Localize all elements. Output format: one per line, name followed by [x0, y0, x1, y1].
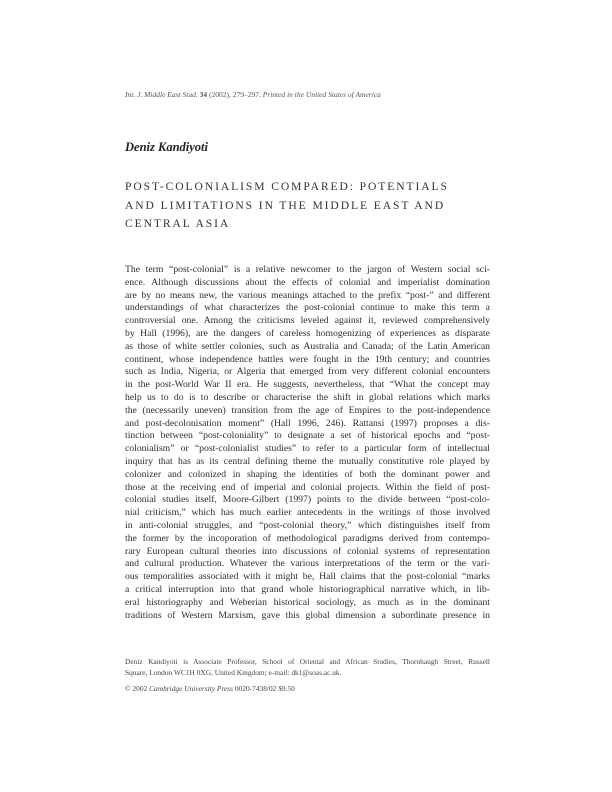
- copyright-symbol: ©: [125, 684, 131, 693]
- body-line: and cultural production. Whatever the various interpretations of the term or the vari-: [125, 558, 490, 570]
- author-name: Deniz Kandiyoti: [125, 140, 208, 154]
- running-head: [125, 90, 495, 99]
- body-line: help us to do is to describe or characterise the shift in global relations which marks: [125, 391, 490, 403]
- body-line: are by no means new, the various meanings attached to the prefix “post-” and different: [125, 289, 490, 301]
- title-line: AND LIMITATIONS IN THE MIDDLE EAST AND: [125, 198, 446, 212]
- body-line: the (necessarily uneven) transition from the age of Empires to the post-independence: [125, 404, 490, 416]
- body-line: understandings of what characterizes the post-colonial continue to make this term a: [125, 302, 490, 314]
- body-line: in anti-colonial struggles, and “post-colonial theory,” which distinguishes itself from: [125, 519, 490, 531]
- body-line: ence. Although discussions about the effects of colonial and imperialist domination: [125, 276, 490, 288]
- body-line: those at the receiving end of imperial and colonial projects. Within the field of post-: [125, 481, 490, 493]
- body-line: by Hall (1996), are the dangers of careless homogenizing of experiences as disparate: [125, 327, 490, 339]
- author-footnote: [125, 656, 490, 678]
- body-line: controversial one. Among the criticisms leveled against it, reviewed comprehensively: [125, 315, 490, 327]
- body-line: colonialism” or “post-colonialist studies” to refer to a particular form of intellectual: [125, 443, 490, 455]
- body-line: colonial studies itself, Moore-Gilbert (1997) points to the divide between “post-colo-: [125, 494, 490, 506]
- publisher-name: Cambridge University Press: [149, 684, 234, 693]
- body-line: eral historiography and Weberian historical sociology, as much as in the dominant: [125, 596, 490, 608]
- title-line: POST-COLONIALISM COMPARED: POTENTIALS: [125, 180, 449, 193]
- body-line: traditions of Western Marxism, gave this global dimension a subordinate presence in: [125, 609, 490, 621]
- body-line: as those of white settler colonies, such as Australia and Canada; of the Latin American: [125, 340, 490, 352]
- body-line: The term “post-colonial” is a relative newcomer to the jargon of Western social sci-: [125, 264, 490, 275]
- body-line: nial criticism,” which has much earlier antecedents in the writings of those involved: [125, 507, 490, 519]
- body-line: the former by the incoporation of methodological paradigms derived from contempo-: [125, 532, 490, 544]
- body-line: in the post-World War II era. He suggests, nevertheless, that “What the concept may: [125, 379, 490, 391]
- printed-note: Printed in the United States of America: [262, 90, 381, 99]
- body-line: such as India, Nigeria, or Algeria that emerged from very different colonial encounters: [125, 366, 490, 378]
- body-line: colonizer and colonized in shaping the identities of both the dominant power and: [125, 468, 490, 480]
- body-paragraph: [125, 264, 490, 622]
- copyright-year: 2002: [132, 684, 148, 693]
- article-title: [125, 178, 495, 234]
- body-line: continent, whose independence battles were fought in the 19th century; and countries: [125, 353, 490, 365]
- body-line: a critical interruption into that grand whole historiographical narrative which, in lib-: [125, 583, 490, 595]
- body-line: tinction between “post-coloniality” to designate a set of historical epochs and “post-: [125, 430, 490, 442]
- title-line: CENTRAL ASIA: [125, 217, 231, 230]
- issn-price: 0020-7438/02 $9.50: [234, 684, 295, 693]
- body-line: inquiry that has as its central defining theme the mutually constitutive role played by: [125, 455, 490, 467]
- body-line: and post-decolonisation moment” (Hall 1996, 246). Rattansi (1997) proposes a dis-: [125, 417, 490, 429]
- page-range: (2002), 279–297.: [208, 90, 261, 99]
- volume-number: 34: [199, 90, 208, 99]
- footnote-line: Square, London WC1H 0XG, United Kingdom; e-mail: dk1@soas.ac.uk.: [125, 668, 342, 677]
- body-line: ous temporalities associated with it might be, Hall claims that the post-colonial “marks: [125, 571, 490, 583]
- journal-name: Int. J. Middle East Stud.: [125, 90, 198, 99]
- body-line: rary European cultural theories into discussions of colonial systems of representation: [125, 545, 490, 557]
- copyright-line: [125, 684, 295, 693]
- footnote-line: Deniz Kandiyoti is Associate Professor, School of Oriental and African Studies, Thornhaugh Street, Russell: [125, 657, 490, 666]
